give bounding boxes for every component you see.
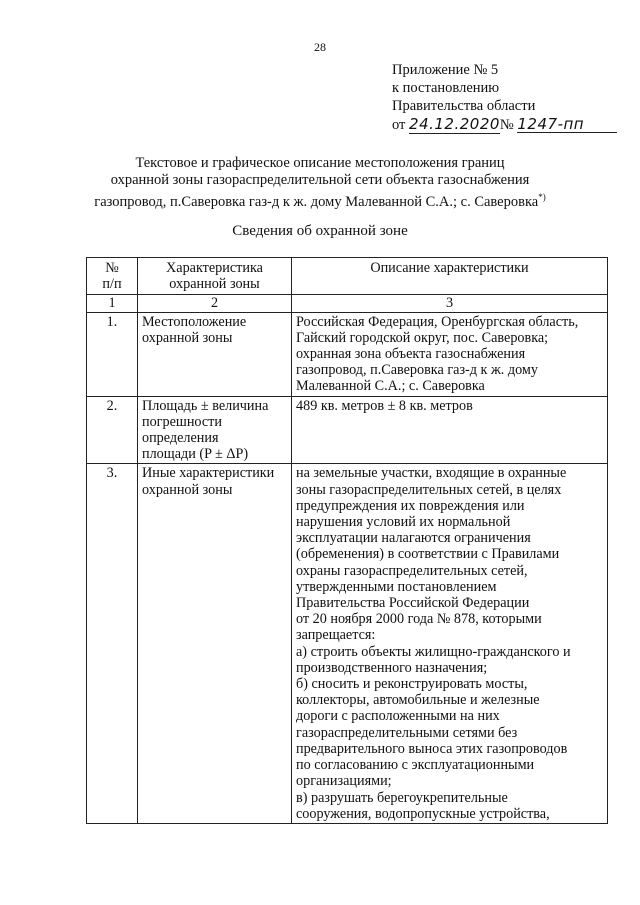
characteristic-line: охранной зоны xyxy=(142,481,233,498)
row-characteristic xyxy=(138,312,292,396)
appendix-date-line xyxy=(392,116,617,133)
column-number: 2 xyxy=(138,295,292,312)
header-line: № xyxy=(105,260,119,276)
title-line-3 xyxy=(0,189,640,211)
table-header-row xyxy=(87,258,608,295)
description-line: предварительного выноса этих газопроводов xyxy=(296,740,568,757)
column-number-row xyxy=(87,295,608,312)
appendix-line-1: Приложение № 5 xyxy=(392,62,499,78)
date-prefix: от xyxy=(392,117,406,133)
characteristic-line: Иные характеристики xyxy=(142,465,275,482)
title-line-2: охранной зоны газораспределительной сети объекта газоснабжения xyxy=(110,172,530,188)
characteristic-line: Местоположение xyxy=(142,313,247,330)
description-line: (обременения) в соответствии с Правилами xyxy=(296,546,560,563)
description-line: Российская Федерация, Оренбургская область, xyxy=(296,313,579,330)
description-line: б) сносить и реконструировать мосты, xyxy=(296,676,528,693)
table-row xyxy=(87,312,608,396)
description-line: от 20 ноября 2000 года № 878, которыми xyxy=(296,611,542,628)
description-line: на земельные участки, входящие в охранные xyxy=(296,465,567,482)
column-number: 3 xyxy=(292,295,608,312)
page-number: 28 xyxy=(314,40,326,54)
characteristic-line: площади (P ± ΔP) xyxy=(142,446,249,463)
description-line: нарушения условий их нормальной xyxy=(296,514,511,531)
handwritten-date: 24.12.2020 xyxy=(409,115,500,133)
row-number: 1. xyxy=(87,312,138,396)
row-description xyxy=(292,396,608,464)
title-line-1: Текстовое и графическое описание местоположения границ xyxy=(135,155,505,171)
description-line: организациями; xyxy=(296,773,392,790)
characteristic-line: охранной зоны xyxy=(142,329,233,346)
description-line: по согласованию с эксплуатационными xyxy=(296,757,535,774)
row-number: 2. xyxy=(87,396,138,464)
header-number xyxy=(87,258,138,295)
header-line: Характеристика xyxy=(166,260,263,276)
characteristic-line: погрешности xyxy=(142,413,222,430)
row-characteristic xyxy=(138,396,292,464)
description-line: Правительства Российской Федерации xyxy=(296,595,530,612)
column-number: 1 xyxy=(87,295,138,312)
header-line: Описание характеристики xyxy=(370,260,529,276)
description-line: Малеванной С.А.; с. Саверовка xyxy=(296,378,485,395)
description-line: производственного назначения; xyxy=(296,659,488,676)
characteristic-line: определения xyxy=(142,430,219,447)
description-line: зоны газораспределительных сетей, в целях xyxy=(296,481,562,498)
description-line: газопровод, п.Саверовка газ-д к ж. дому xyxy=(296,362,538,379)
description-line: запрещается: xyxy=(296,627,376,644)
row-description xyxy=(292,312,608,396)
row-description xyxy=(292,464,608,823)
description-line: сооружения, водопропускные устройства, xyxy=(296,805,550,822)
row-characteristic xyxy=(138,464,292,823)
header-characteristic xyxy=(138,258,292,295)
footnote-mark: *) xyxy=(538,192,546,202)
description-line: 489 кв. метров ± 8 кв. метров xyxy=(296,397,473,414)
description-line: эксплуатации налагаются ограничения xyxy=(296,530,531,547)
description-line: коллекторы, автомобильные и железные xyxy=(296,692,540,709)
description-line: а) строить объекты жилищно-гражданского и xyxy=(296,643,571,660)
title-line-3-text: газопровод, п.Саверовка газ-д к ж. дому Малеванной С.А.; с. Саверовка xyxy=(94,193,539,210)
table-row xyxy=(87,396,608,464)
section-subtitle: Сведения об охранной зоне xyxy=(232,223,408,239)
description-line: охранная зона объекта газоснабжения xyxy=(296,346,526,363)
header-description xyxy=(292,258,608,295)
appendix-line-2: к постановлению xyxy=(392,80,500,96)
description-line: утвержденными постановлением xyxy=(296,578,497,595)
protection-zone-table xyxy=(86,257,608,824)
header-line: охранной зоны xyxy=(169,276,260,293)
header-line: п/п xyxy=(102,276,122,293)
handwritten-number: 1247-пп xyxy=(517,116,617,133)
characteristic-line: Площадь ± величина xyxy=(142,397,269,414)
number-prefix: № xyxy=(499,117,514,133)
table-row xyxy=(87,464,608,823)
description-line: дороги с расположенными на них xyxy=(296,708,500,725)
description-line: Гайский городской округ, пос. Саверовка; xyxy=(296,329,549,346)
description-line: газораспределительными сетями без xyxy=(296,724,518,741)
description-line: в) разрушать берегоукрепительные xyxy=(296,789,508,806)
description-line: предупреждения их повреждения или xyxy=(296,497,525,514)
appendix-line-3: Правительства области xyxy=(392,98,536,114)
row-number: 3. xyxy=(87,464,138,823)
description-line: охраны газораспределительных сетей, xyxy=(296,562,528,579)
